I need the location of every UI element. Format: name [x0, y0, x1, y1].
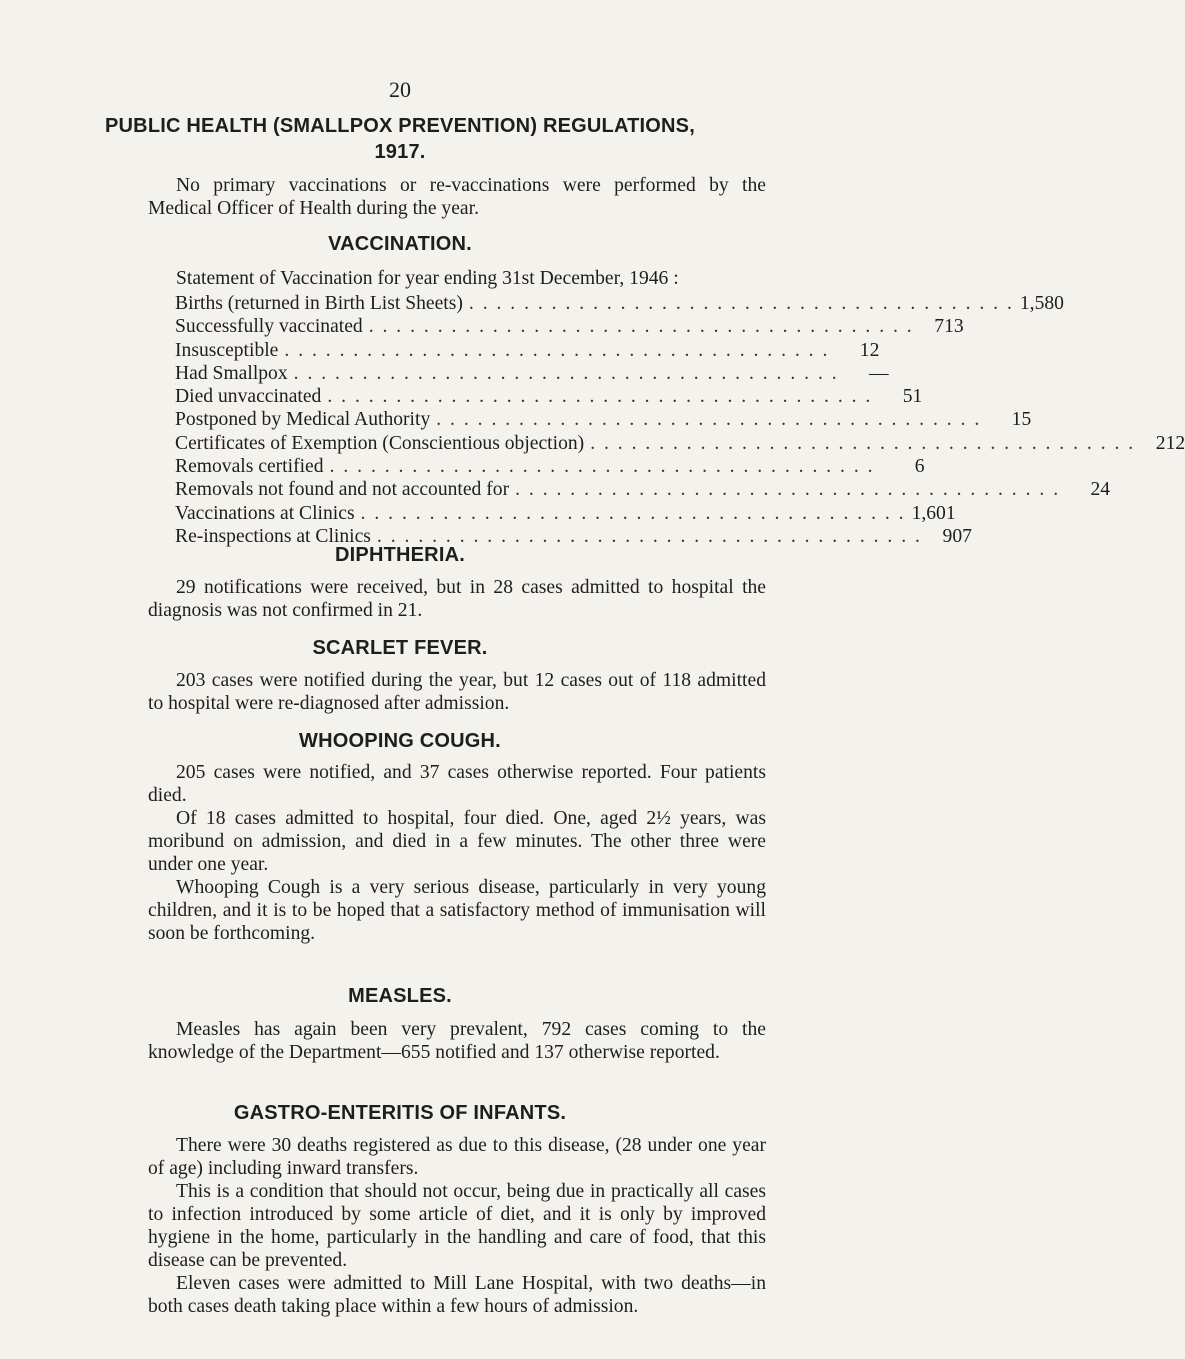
- dot-leader: . . . . . . . . . . . . . . . . . . . . . . . . . . . . . . . . . . . . . . . .: [293, 362, 839, 384]
- measles-paragraph: [148, 1018, 766, 1064]
- dot-leader: . . . . . . . . . . . . . . . . . . . . . . . . . . . . . . . . . . . . . . . .: [468, 293, 1014, 314]
- table-row: [175, 339, 880, 362]
- row-label: Insusceptible: [175, 339, 279, 361]
- table-row: [175, 502, 956, 525]
- page-number: 20: [389, 77, 411, 102]
- measles-heading: MEASLES.: [348, 985, 452, 1007]
- table-row: [175, 432, 1185, 455]
- row-label: Removals not found and not accounted for: [175, 479, 510, 501]
- row-value: 907: [942, 525, 972, 547]
- scarlet-fever-paragraph: [148, 669, 766, 715]
- whooping-cough-text-2: Of 18 cases admitted to hospital, four died. One, aged 2½ years, was moribund on admission, and died in a few minutes. The other three were under one year.: [148, 808, 766, 875]
- vaccination-heading: VACCINATION.: [328, 233, 472, 255]
- table-row: [175, 478, 1111, 501]
- row-label: Postponed by Medical Authority: [175, 409, 431, 431]
- diphtheria-paragraph: [148, 576, 766, 622]
- row-value: 6: [914, 456, 925, 478]
- vaccination-statement: Statement of Vaccination for year ending 31st December, 1946 :: [176, 268, 679, 289]
- row-label: Died unvaccinated: [175, 386, 322, 408]
- dot-leader: . . . . . . . . . . . . . . . . . . . . . . . . . . . . . . . . . . . . . . . .: [360, 502, 906, 524]
- table-row: [175, 362, 889, 385]
- whooping-cough-text-1: 205 cases were notified, and 37 cases otherwise reported. Four patients died.: [148, 762, 766, 806]
- row-label: Re-inspections at Clinics: [175, 525, 371, 547]
- table-row: [175, 385, 923, 408]
- row-value: 713: [934, 316, 964, 338]
- table-row: [175, 315, 964, 338]
- page-title-line1: PUBLIC HEALTH (SMALLPOX PREVENTION) REGULATIONS,: [105, 115, 695, 137]
- row-value: 212: [1155, 432, 1185, 454]
- dot-leader: . . . . . . . . . . . . . . . . . . . . . . . . . . . . . . . . . . . . . . . .: [436, 409, 982, 431]
- dot-leader: . . . . . . . . . . . . . . . . . . . . . . . . . . . . . . . . . . . . . . . .: [376, 525, 922, 547]
- gastro-enteritis-heading: GASTRO-ENTERITIS OF INFANTS.: [233, 1102, 567, 1124]
- dot-leader: . . . . . . . . . . . . . . . . . . . . . . . . . . . . . . . . . . . . . . . .: [590, 432, 1136, 454]
- row-value: 51: [902, 386, 923, 408]
- whooping-cough-heading: WHOOPING COUGH.: [299, 730, 501, 752]
- page-title-line2: 1917.: [374, 141, 426, 163]
- gastro-enteritis-text-2: This is a condition that should not occur, being due in practically all cases to infection introduced by some article of diet, and it is only by improved hygiene in the home, particularly in the handling and care of food, that this disease can be prevented.: [148, 1181, 766, 1271]
- row-value: 12: [859, 339, 880, 361]
- row-value: 15: [1011, 409, 1032, 431]
- dot-leader: . . . . . . . . . . . . . . . . . . . . . . . . . . . . . . . . . . . . . . . .: [329, 456, 875, 478]
- row-label: Had Smallpox: [175, 362, 288, 384]
- row-label: Certificates of Exemption (Conscientious objection): [175, 432, 585, 454]
- table-row: [175, 455, 925, 478]
- row-label: Successfully vaccinated: [175, 316, 363, 338]
- gastro-enteritis-text-1: There were 30 deaths registered as due to this disease, (28 under one year of age) including inward transfers.: [148, 1135, 766, 1179]
- row-value: 24: [1090, 479, 1111, 501]
- row-label: Births (returned in Birth List Sheets): [175, 293, 463, 314]
- row-label: Removals certified: [175, 456, 324, 478]
- dot-leader: . . . . . . . . . . . . . . . . . . . . . . . . . . . . . . . . . . . . . . . .: [368, 316, 914, 338]
- scarlet-fever-heading: SCARLET FEVER.: [312, 637, 488, 659]
- row-value: —: [869, 362, 889, 384]
- dot-leader: . . . . . . . . . . . . . . . . . . . . . . . . . . . . . . . . . . . . . . . .: [284, 339, 830, 361]
- dot-leader: . . . . . . . . . . . . . . . . . . . . . . . . . . . . . . . . . . . . . . . .: [515, 479, 1061, 501]
- smallpox-paragraph: [148, 174, 766, 220]
- vaccination-table: [175, 292, 1185, 548]
- smallpox-text: No primary vaccinations or re-vaccinations were performed by the Medical Officer of Health during the year.: [148, 175, 766, 219]
- scarlet-fever-text: 203 cases were notified during the year, but 12 cases out of 118 admitted to hospital were re-diagnosed after admission.: [148, 670, 766, 714]
- row-label: Vaccinations at Clinics: [175, 502, 355, 524]
- whooping-cough-paragraphs: [148, 761, 766, 945]
- table-row: [175, 292, 1064, 315]
- measles-text: Measles has again been very prevalent, 792 cases coming to the knowledge of the Department—655 notified and 137 otherwise reported.: [148, 1019, 766, 1063]
- row-value: 1,580: [1019, 293, 1064, 314]
- table-row: [175, 408, 1032, 431]
- whooping-cough-text-3: Whooping Cough is a very serious disease, particularly in very young children, and it is to be hoped that a satisfactory method of immunisation will soon be forthcoming.: [148, 877, 766, 944]
- gastro-enteritis-paragraphs: [148, 1134, 766, 1318]
- diphtheria-text: 29 notifications were received, but in 28 cases admitted to hospital the diagnosis was not confirmed in 21.: [148, 577, 766, 621]
- gastro-enteritis-text-3: Eleven cases were admitted to Mill Lane Hospital, with two deaths—in both cases death taking place within a few hours of admission.: [148, 1273, 766, 1317]
- row-value: 1,601: [911, 502, 956, 524]
- diphtheria-heading: DIPHTHERIA.: [335, 544, 465, 566]
- dot-leader: . . . . . . . . . . . . . . . . . . . . . . . . . . . . . . . . . . . . . . . .: [327, 386, 873, 408]
